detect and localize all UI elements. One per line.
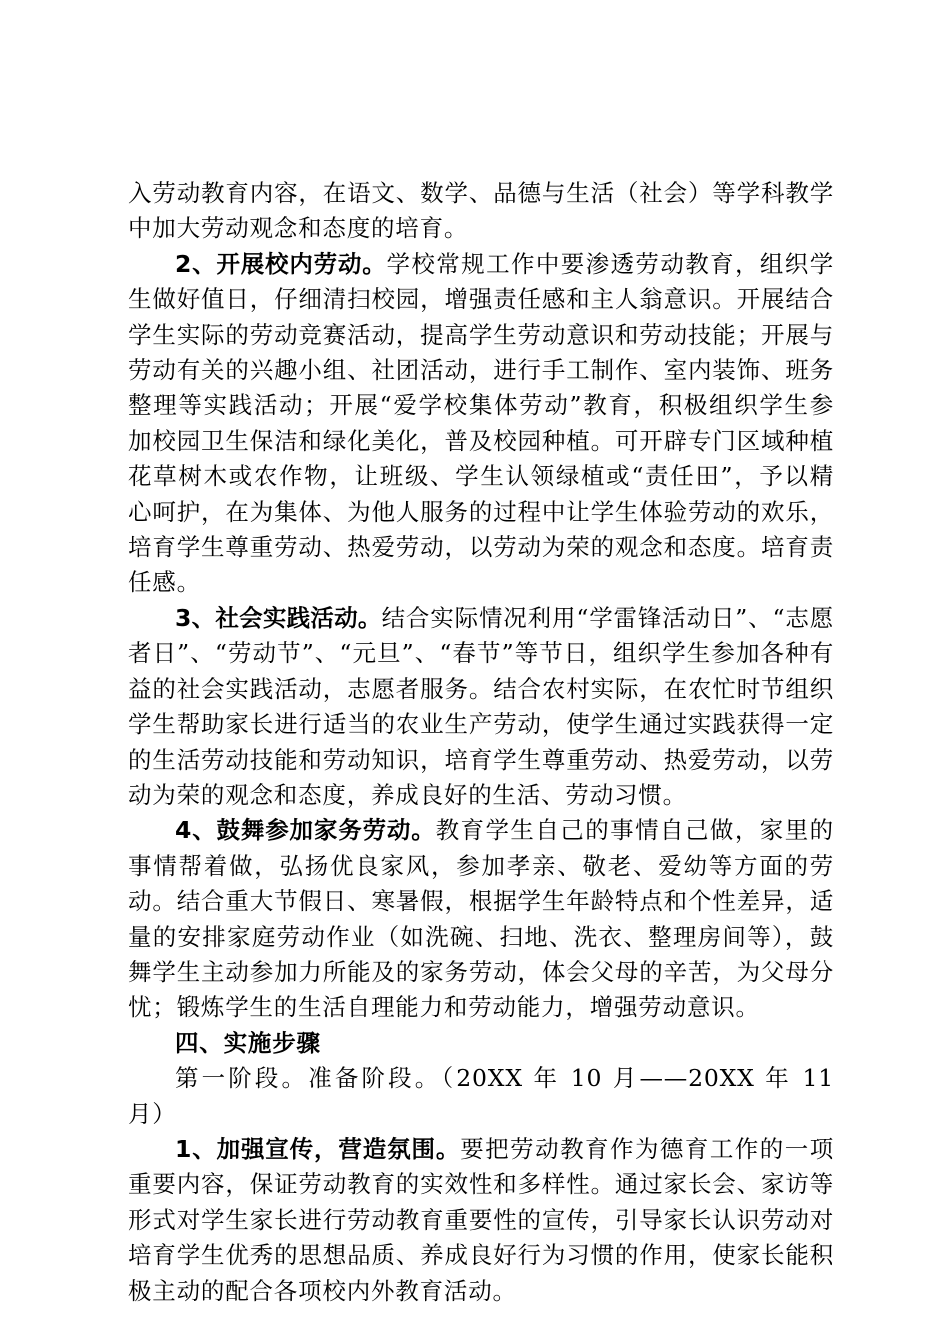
paragraph-continuation bbox=[128, 176, 834, 247]
paragraph-housework bbox=[128, 813, 834, 1025]
section-heading: 四、实施步骤 bbox=[175, 1028, 321, 1057]
paragraph-lead: 1、加强宣传，营造氛围。 bbox=[175, 1134, 461, 1163]
paragraph-text: 第一阶段。准备阶段。（20XX 年 10 月——20XX 年 11 月） bbox=[128, 1064, 834, 1128]
paragraph-publicity bbox=[128, 1132, 834, 1309]
paragraph-text: 要把劳动教育作为德育工作的一项重要内容，保证劳动教育的实效性和多样性。通过家长会、家访等形式对学生家长进行劳动教育重要性的宣传，引导家长认识劳动对培育学生优秀的思想品质、养成良好行为习惯的作用，使家长能积极主动的配合各项校内外教育活动。 bbox=[128, 1134, 834, 1305]
paragraph-text: 学校常规工作中要渗透劳动教育，组织学生做好值日，仔细清扫校园，增强责任感和主人翁意识。开展结合学生实际的劳动竞赛活动，提高学生劳动意识和劳动技能；开展与劳动有关的兴趣小组、社团活动，进行手工制作、室内装饰、班务整理等实践活动；开展“爱学校集体劳动”教育，积极组织学生参加校园卫生保洁和绿化美化，普及校园种植。可开辟专门区域种植花草树木或农作物，让班级、学生认领绿植或“责任田”，予以精心呵护，在为集体、为他人服务的过程中让学生体验劳动的欢乐，培育学生尊重劳动、热爱劳动，以劳动为荣的观念和态度。培育责任感。 bbox=[128, 249, 834, 597]
paragraph-school-labor bbox=[128, 247, 834, 601]
paragraph-lead: 3、社会实践活动。 bbox=[175, 603, 382, 632]
paragraph-lead: 2、开展校内劳动。 bbox=[175, 249, 387, 278]
paragraph-text: 教育学生自己的事情自己做，家里的事情帮着做，弘扬优良家风，参加孝亲、敬老、爱幼等方面的劳动。结合重大节假日、寒暑假，根据学生年龄特点和个性差异，适量的安排家庭劳动作业（如洗碗、扫地、洗衣、整理房间等），鼓舞学生主动参加力所能及的家务劳动，体会父母的辛苦，为父母分忧；锻炼学生的生活自理能力和劳动能力，增强劳动意识。 bbox=[128, 816, 834, 1022]
paragraph-phase-one bbox=[128, 1061, 834, 1132]
paragraph-text: 入劳动教育内容，在语文、数学、品德与生活（社会）等学科教学中加大劳动观念和态度的培育。 bbox=[128, 179, 834, 243]
paragraph-social-practice bbox=[128, 601, 834, 813]
document-body bbox=[128, 176, 834, 1309]
paragraph-text: 结合实际情况利用“学雷锋活动日”、“志愿者日”、“劳动节”、“元旦”、“春节”等节日，组织学生参加各种有益的社会实践活动，志愿者服务。结合农村实际，在农忙时节组织学生帮助家长进行适当的农业生产劳动，使学生通过实践获得一定的生活劳动技能和劳动知识，培育学生尊重劳动、热爱劳动，以劳动为荣的观念和态度，养成良好的生活、劳动习惯。 bbox=[128, 603, 834, 809]
paragraph-lead: 4、鼓舞参加家务劳动。 bbox=[175, 816, 436, 845]
